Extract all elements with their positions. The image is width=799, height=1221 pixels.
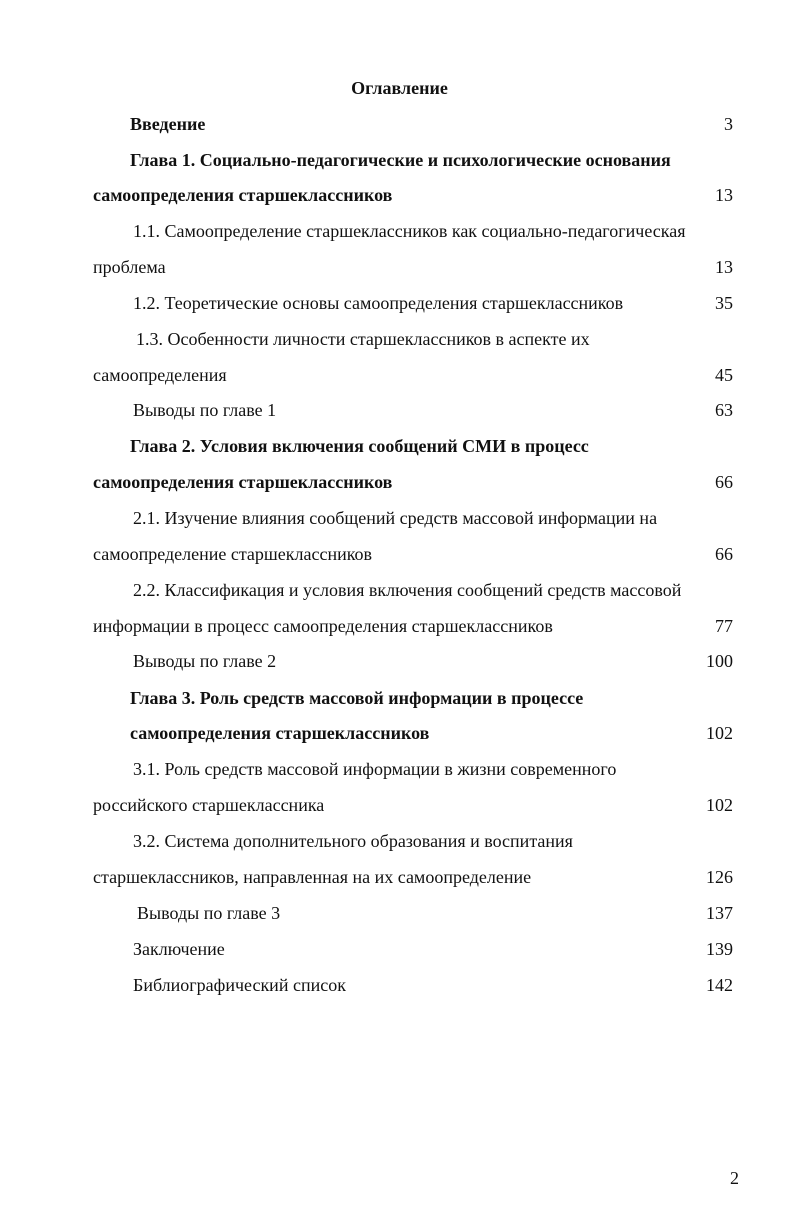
toc-conclusions-ch3: Выводы по главе 3 <box>137 903 281 923</box>
toc-section-2-2-line2: информации в процесс самоопределения старшеклассников <box>93 616 553 636</box>
toc-conclusions-ch2: Выводы по главе 2 <box>133 651 277 671</box>
toc-section-3-2-line1: 3.2. Система дополнительного образования и воспитания <box>133 831 573 851</box>
toc-section-3-1-line2: российского старшеклассника <box>93 795 325 815</box>
toc-page-section-1-2: 35 <box>715 293 733 313</box>
toc-entry-intro: Введение <box>130 114 206 134</box>
toc-page-conclusions-ch1: 63 <box>715 400 733 420</box>
page-number: 2 <box>730 1168 739 1188</box>
toc-chapter2-line2: самоопределения старшеклассников <box>93 472 393 492</box>
toc-chapter3-line2: самоопределения старшеклассников <box>130 723 430 743</box>
toc-page-intro: 3 <box>724 114 733 134</box>
toc-bibliography: Библиографический список <box>133 975 346 995</box>
toc-conclusion: Заключение <box>133 939 225 959</box>
toc-section-2-2-line1: 2.2. Классификация и условия включения сообщений средств массовой <box>133 580 682 600</box>
toc-page-conclusions-ch2: 100 <box>706 651 733 671</box>
toc-title: Оглавление <box>351 78 448 98</box>
toc-page-section-1-3: 45 <box>715 365 733 385</box>
toc-page-chapter1: 13 <box>715 185 733 205</box>
toc-page-section-3-2: 126 <box>706 867 733 887</box>
toc-page-bibliography: 142 <box>706 975 733 995</box>
toc-page-section-1-1: 13 <box>715 257 733 277</box>
toc-section-1-1-line1: 1.1. Самоопределение старшеклассников как социально-педагогическая <box>133 221 686 241</box>
toc-page-section-2-1: 66 <box>715 544 733 564</box>
toc-page-chapter3: 102 <box>706 723 733 743</box>
toc-section-2-1-line2: самоопределение старшеклассников <box>93 544 373 564</box>
toc-page-section-2-2: 77 <box>715 616 733 636</box>
toc-section-1-3-line2: самоопределения <box>93 365 227 385</box>
toc-section-3-1-line1: 3.1. Роль средств массовой информации в жизни современного <box>133 759 617 779</box>
toc-chapter3-line1: Глава 3. Роль средств массовой информации в процессе <box>130 688 584 708</box>
toc-section-1-2: 1.2. Теоретические основы самоопределения старшеклассников <box>133 293 624 313</box>
toc-chapter1-line2: самоопределения старшеклассников <box>93 185 393 205</box>
toc-page-conclusions-ch3: 137 <box>706 903 733 923</box>
toc-page-section-3-1: 102 <box>706 795 733 815</box>
toc-chapter2-line1: Глава 2. Условия включения сообщений СМИ в процесс <box>130 436 589 456</box>
toc-section-2-1-line1: 2.1. Изучение влияния сообщений средств массовой информации на <box>133 508 658 528</box>
toc-section-1-1-line2: проблема <box>93 257 166 277</box>
toc-page-conclusion: 139 <box>706 939 733 959</box>
toc-section-3-2-line2: старшеклассников, направленная на их самоопределение <box>93 867 532 887</box>
toc-conclusions-ch1: Выводы по главе 1 <box>133 400 277 420</box>
toc-page-chapter2: 66 <box>715 472 733 492</box>
toc-chapter1-line1: Глава 1. Социально-педагогические и психологические основания <box>130 150 671 170</box>
toc-section-1-3-line1: 1.3. Особенности личности старшеклассников в аспекте их <box>136 329 590 349</box>
